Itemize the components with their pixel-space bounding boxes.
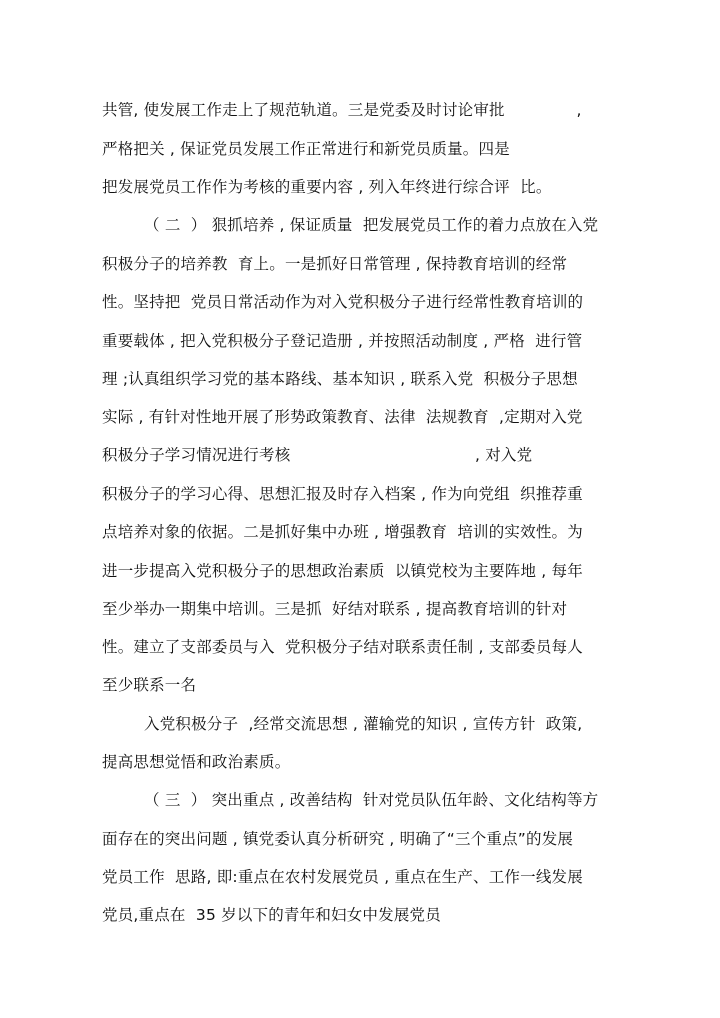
text-line-22: 党员,重点在 35 岁以下的青年和妇女中发展党员	[102, 906, 441, 924]
text-line-8: 理 ;认真组织学习党的基本路线、基本知识 , 联系入党 积极分子思想	[102, 370, 578, 388]
text-line-13: 进一步提高入党积极分子的思想政治素质 以镇党校为主要阵地 , 每年	[102, 562, 583, 580]
text-line-20: 面存在的突出问题 , 镇党委认真分析研究 , 明确了“三个重点”的发展	[102, 830, 574, 848]
text-line-1: 共管, 使发展工作走上了规范轨道。三是党委及时讨论审批 ,	[102, 101, 582, 119]
text-line-15: 性。建立了支部委员与入 党积极分子结对联系责任制 , 支部委员每人	[102, 638, 583, 656]
text-line-17: 入党积极分子 ,经常交流思想 , 灌输党的知识 , 宣传方针 政策,	[144, 715, 583, 733]
text-line-2: 严格把关 , 保证党员发展工作正常进行和新党员质量。四是	[102, 140, 510, 158]
text-line-4: （ 二 ） 狠抓培养 , 保证质量 把发展党员工作的着力点放在入党	[144, 216, 599, 234]
text-line-21: 党员工作 思路, 即:重点在农村发展党员 , 重点在生产、工作一线发展	[102, 868, 583, 886]
text-line-7: 重要载体 , 把入党积极分子登记造册 , 并按照活动制度 , 严格 进行管	[102, 332, 583, 350]
text-line-3: 把发展党员工作作为考核的重要内容 , 列入年终进行综合评 比。	[102, 178, 552, 196]
text-line-18: 提高思想觉悟和政治素质。	[102, 753, 291, 771]
text-line-16: 至少联系一名	[102, 676, 197, 694]
text-line-9: 实际 , 有针对性地开展了形势政策教育、法律 法规教育 ,定期对入党	[102, 408, 583, 426]
text-line-10: 积极分子学习情况进行考核 , 对入党	[102, 446, 533, 464]
text-line-12: 点培养对象的依据。二是抓好集中办班 , 增强教育 培训的实效性。为	[102, 523, 583, 541]
text-line-5: 积极分子的培养教 育上。一是抓好日常管理 , 保持教育培训的经常	[102, 255, 568, 273]
text-line-11: 积极分子的学习心得、思想汇报及时存入档案 , 作为向党组 织推荐重	[102, 485, 583, 503]
text-line-19: （ 三 ） 突出重点 , 改善结构 针对党员队伍年龄、文化结构等方	[144, 791, 599, 809]
text-line-6: 性。坚持把 党员日常活动作为对入党积极分子进行经常性教育培训的	[102, 293, 584, 311]
text-line-14: 至少举办一期集中培训。三是抓 好结对联系 , 提高教育培训的针对	[102, 600, 568, 618]
